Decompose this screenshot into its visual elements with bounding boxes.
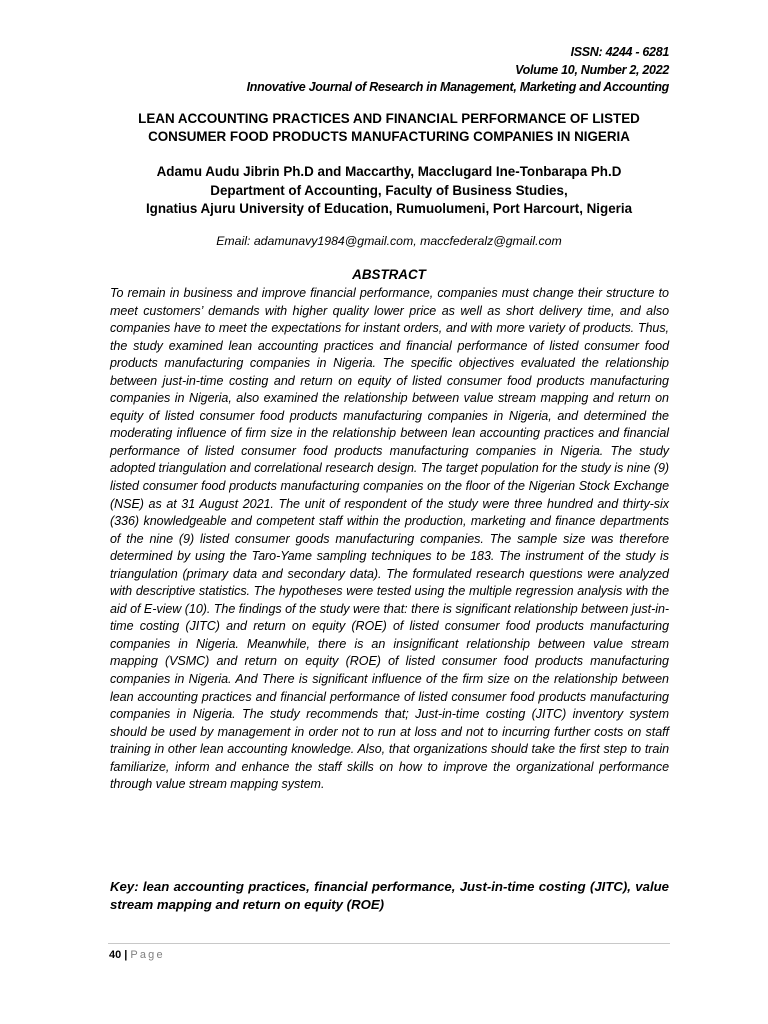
journal-header (247, 44, 669, 97)
author-email: Email: adamunavy1984@gmail.com, maccfederalz@gmail.com (216, 234, 562, 248)
author-names: Adamu Audu Jibrin Ph.D and Maccarthy, Macclugard Ine-Tonbarapa Ph.D (156, 164, 622, 179)
abstract-body: To remain in business and improve financial performance, companies must change their structure to meet customers’ demands with higher quality lower price as well as short delivery time, and also companies have to meet the expectations for instant orders, and with more variety of products. Thus, the study examined lean accounting practices and financial performance of listed consumer food products manufacturing companies in Nigeria. The specific objectives evaluated the relationship between just-in-time costing and return on equity of listed consumer food products manufacturing companies in Nigeria, also examined the relationship between value stream mapping and return on equity of listed consumer food products manufacturing companies in Nigeria, and determined the moderating influence of firm size in the relationship between lean accounting practices and financial performance of listed consumer food products manufacturing companies in Nigeria. The study adopted triangulation and correlational research design. The target population for the study is nine (9) listed consumer food products manufacturing companies on the floor of the Nigerian Stock Exchange (NSE) as at 31 August 2021. The unit of respondent of the study were three hundred and thirty-six (336) knowledgeable and competent staff within the production, marketing and finance departments of the nine (9) listed consumer goods manufacturing companies. The sample size was therefore determined by using the Taro-Yame sampling techniques to be 183. The instrument of the study is triangulation (primary data and secondary data). The formulated research questions were analyzed with descriptive statistics. The hypotheses were tested using the multiple regression analysis with the aid of E-view (10). The findings of the study were that: there is significant relationship between just-in-time costing (JITC) and return on equity (ROE) of listed consumer food products manufacturing companies in Nigeria. Meanwhile, there is an insignificant relationship between value stream mapping (VSMC) and return on equity (ROE) of listed consumer food products manufacturing companies in Nigeria. And There is significant influence of the firm size on the relationship between lean accounting practices and financial performance of listed consumer food products manufacturing companies in Nigeria. The study recommends that; Just-in-time costing (JITC) inventory system should be used by management in order not to run at loss and not to incurring further costs on staff training in other lean accounting knowledge. Also, that organizations should take the first step to train familiarize, inform and enhance the staff skills on how to improve the organizational performance through value stream mapping system. (110, 286, 669, 792)
author-block (100, 163, 678, 219)
page-label: Page (130, 949, 165, 961)
author-institution: Ignatius Ajuru University of Education, Rumuolumeni, Port Harcourt, Nigeria (145, 201, 633, 216)
abstract-heading: ABSTRACT (352, 267, 426, 282)
footer-separator: | (124, 949, 128, 961)
footer-divider (108, 943, 670, 944)
page-footer (109, 948, 165, 962)
article-title-line-1: LEAN ACCOUNTING PRACTICES AND FINANCIAL PERFORMANCE OF LISTED (138, 111, 640, 126)
journal-issn: ISSN: 4244 - 6281 (570, 45, 669, 59)
author-department: Department of Accounting, Faculty of Business Studies, (210, 182, 568, 198)
journal-name: Innovative Journal of Research in Management, Marketing and Accounting (246, 80, 669, 94)
article-title-line-2: CONSUMER FOOD PRODUCTS MANUFACTURING COMPANIES IN NIGERIA (148, 129, 630, 144)
keywords: Key: lean accounting practices, financial performance, Just-in-time costing (JITC), value stream mapping and return on equity (ROE) (110, 879, 669, 912)
page-number: 40 (109, 949, 122, 961)
journal-volume: Volume 10, Number 2, 2022 (515, 62, 669, 77)
article-title (100, 110, 678, 146)
